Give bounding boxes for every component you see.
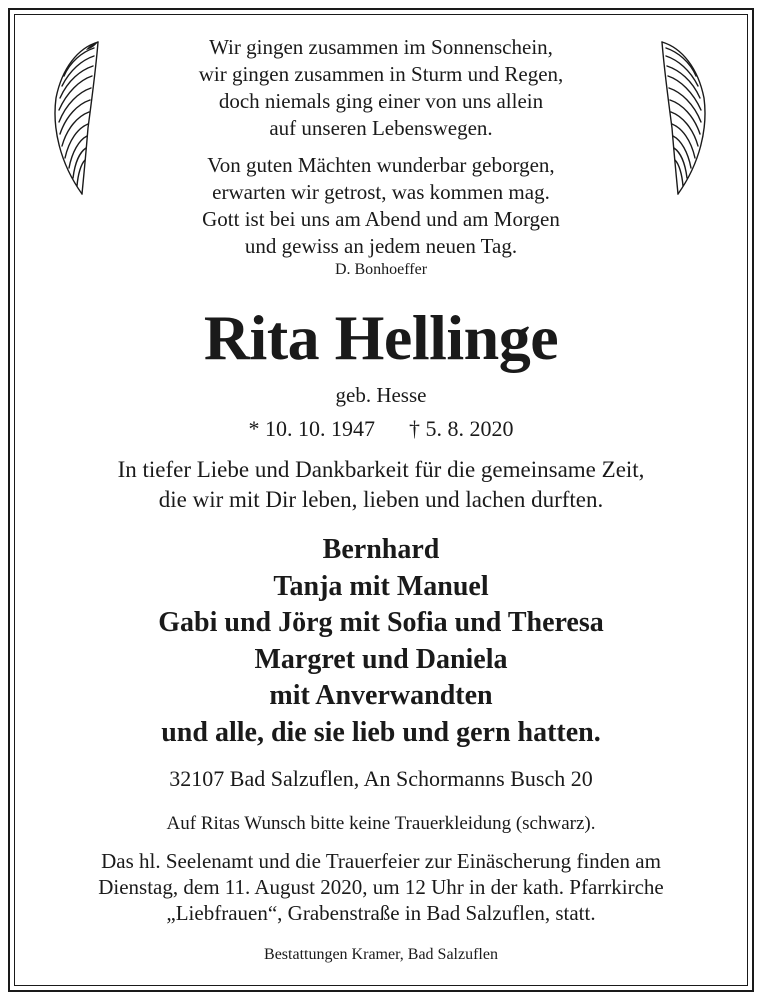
service-line: „Liebfrauen“, Grabenstraße in Bad Salzuflen, statt.	[166, 901, 596, 925]
birth-date: * 10. 10. 1947	[248, 416, 375, 441]
poem-first-stanza	[0, 34, 762, 142]
poem-line: erwarten wir getrost, was kommen mag.	[212, 180, 550, 204]
poem-line: Gott ist bei uns am Abend und am Morgen	[202, 207, 560, 231]
poem-line: auf unseren Lebenswegen.	[269, 116, 493, 140]
poem-line: wir gingen zusammen in Sturm und Regen,	[198, 62, 564, 86]
poem-author: D. Bonhoeffer	[334, 261, 428, 278]
mourners-list	[0, 532, 762, 751]
mourner-line: mit Anverwandten	[269, 680, 493, 711]
mourner-line: und alle, die sie lieb und gern hatten.	[161, 716, 601, 748]
deceased-name: Rita Hellinge	[203, 302, 559, 373]
dedication-line: die wir mit Dir leben, lieben und lachen durften.	[158, 487, 604, 512]
poem-second-stanza	[0, 152, 762, 260]
poem-line: Von guten Mächten wunderbar geborgen,	[207, 153, 555, 177]
dress-code-wish: Auf Ritas Wunsch bitte keine Trauerkleidung (schwarz).	[166, 813, 596, 834]
life-dates	[0, 415, 762, 443]
service-info	[0, 848, 762, 926]
mourner-line: Tanja mit Manuel	[273, 570, 489, 602]
service-line: Dienstag, dem 11. August 2020, um 12 Uhr in der kath. Pfarrkirche	[98, 875, 664, 899]
dedication	[0, 455, 762, 515]
mourner-line: Gabi und Jörg mit Sofia und Theresa	[158, 607, 604, 638]
maiden-name: geb. Hesse	[335, 383, 427, 407]
death-date: † 5. 8. 2020	[409, 416, 514, 441]
undertaker: Bestattungen Kramer, Bad Salzuflen	[264, 946, 498, 963]
poem-line: und gewiss an jedem neuen Tag.	[244, 234, 518, 258]
family-address: 32107 Bad Salzuflen, An Schormanns Busch 20	[169, 766, 593, 791]
service-line: Das hl. Seelenamt und die Trauerfeier zur Einäscherung finden am	[101, 849, 661, 873]
dedication-line: In tiefer Liebe und Dankbarkeit für die gemeinsame Zeit,	[117, 457, 645, 482]
poem-line: doch niemals ging einer von uns allein	[218, 89, 544, 113]
poem-line: Wir gingen zusammen im Sonnenschein,	[209, 35, 553, 59]
mourner-line: Margret und Daniela	[254, 643, 508, 675]
mourner-line: Bernhard	[322, 534, 440, 565]
